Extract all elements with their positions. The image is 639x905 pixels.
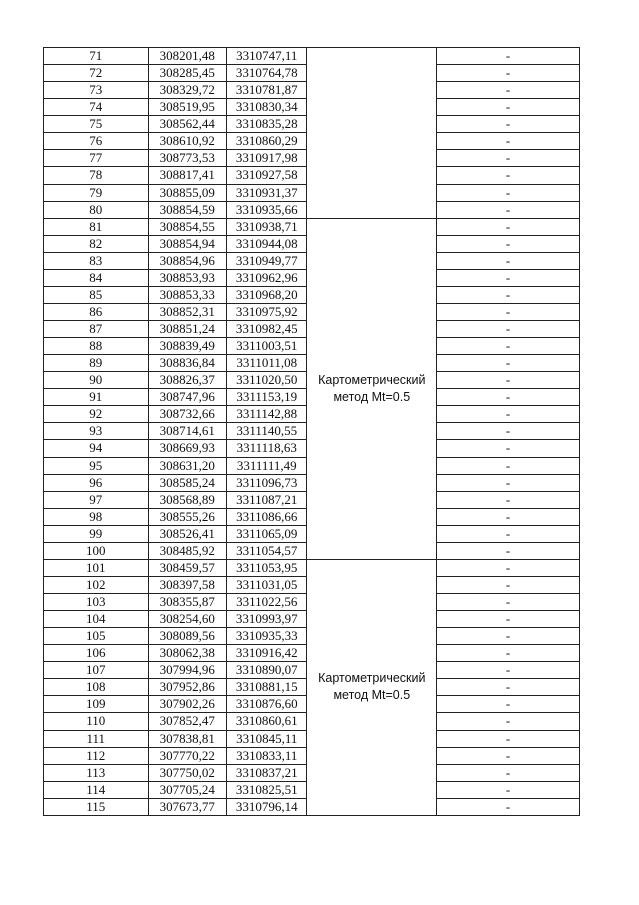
y-coordinate-cell: 3310938,71 bbox=[227, 218, 307, 235]
point-number-cell: 103 bbox=[44, 594, 149, 611]
accuracy-value-cell: - bbox=[437, 645, 580, 662]
accuracy-value-cell: - bbox=[437, 781, 580, 798]
point-number-cell: 74 bbox=[44, 99, 149, 116]
x-coordinate-cell: 308826,37 bbox=[148, 372, 226, 389]
y-coordinate-cell: 3310935,66 bbox=[227, 201, 307, 218]
point-number-cell: 112 bbox=[44, 747, 149, 764]
accuracy-value-cell: - bbox=[437, 611, 580, 628]
point-number-cell: 98 bbox=[44, 508, 149, 525]
y-coordinate-cell: 3311087,21 bbox=[227, 491, 307, 508]
x-coordinate-cell: 308485,92 bbox=[148, 542, 226, 559]
x-coordinate-cell: 308585,24 bbox=[148, 474, 226, 491]
y-coordinate-cell: 3311086,66 bbox=[227, 508, 307, 525]
y-coordinate-cell: 3310781,87 bbox=[227, 82, 307, 99]
y-coordinate-cell: 3310833,11 bbox=[227, 747, 307, 764]
accuracy-value-cell: - bbox=[437, 355, 580, 372]
table-row bbox=[44, 218, 580, 235]
method-cell bbox=[307, 48, 437, 219]
accuracy-value-cell: - bbox=[437, 389, 580, 406]
y-coordinate-cell: 3310935,33 bbox=[227, 628, 307, 645]
point-number-cell: 97 bbox=[44, 491, 149, 508]
y-coordinate-cell: 3310962,96 bbox=[227, 269, 307, 286]
x-coordinate-cell: 308062,38 bbox=[148, 645, 226, 662]
point-number-cell: 83 bbox=[44, 252, 149, 269]
accuracy-value-cell: - bbox=[437, 235, 580, 252]
x-coordinate-cell: 308285,45 bbox=[148, 65, 226, 82]
accuracy-value-cell: - bbox=[437, 286, 580, 303]
x-coordinate-cell: 307770,22 bbox=[148, 747, 226, 764]
accuracy-value-cell: - bbox=[437, 184, 580, 201]
accuracy-value-cell: - bbox=[437, 730, 580, 747]
coordinates-table-body bbox=[44, 48, 580, 816]
accuracy-value-cell: - bbox=[437, 423, 580, 440]
point-number-cell: 104 bbox=[44, 611, 149, 628]
accuracy-value-cell: - bbox=[437, 474, 580, 491]
y-coordinate-cell: 3310747,11 bbox=[227, 48, 307, 65]
x-coordinate-cell: 308839,49 bbox=[148, 338, 226, 355]
point-number-cell: 77 bbox=[44, 150, 149, 167]
y-coordinate-cell: 3310982,45 bbox=[227, 321, 307, 338]
table-row bbox=[44, 559, 580, 576]
x-coordinate-cell: 308089,56 bbox=[148, 628, 226, 645]
accuracy-value-cell: - bbox=[437, 457, 580, 474]
point-number-cell: 76 bbox=[44, 133, 149, 150]
x-coordinate-cell: 308631,20 bbox=[148, 457, 226, 474]
accuracy-value-cell: - bbox=[437, 116, 580, 133]
y-coordinate-cell: 3310968,20 bbox=[227, 286, 307, 303]
y-coordinate-cell: 3310796,14 bbox=[227, 798, 307, 815]
accuracy-value-cell: - bbox=[437, 252, 580, 269]
point-number-cell: 109 bbox=[44, 696, 149, 713]
y-coordinate-cell: 3310916,42 bbox=[227, 645, 307, 662]
point-number-cell: 73 bbox=[44, 82, 149, 99]
y-coordinate-cell: 3311022,56 bbox=[227, 594, 307, 611]
y-coordinate-cell: 3311065,09 bbox=[227, 525, 307, 542]
x-coordinate-cell: 308836,84 bbox=[148, 355, 226, 372]
x-coordinate-cell: 308854,96 bbox=[148, 252, 226, 269]
y-coordinate-cell: 3311118,63 bbox=[227, 440, 307, 457]
y-coordinate-cell: 3311031,05 bbox=[227, 576, 307, 593]
accuracy-value-cell: - bbox=[437, 406, 580, 423]
y-coordinate-cell: 3311011,08 bbox=[227, 355, 307, 372]
x-coordinate-cell: 308459,57 bbox=[148, 559, 226, 576]
y-coordinate-cell: 3311053,95 bbox=[227, 559, 307, 576]
point-number-cell: 101 bbox=[44, 559, 149, 576]
y-coordinate-cell: 3310876,60 bbox=[227, 696, 307, 713]
accuracy-value-cell: - bbox=[437, 338, 580, 355]
accuracy-value-cell: - bbox=[437, 679, 580, 696]
accuracy-value-cell: - bbox=[437, 82, 580, 99]
method-cell: Картометрический метод Mt=0.5 bbox=[307, 559, 437, 815]
point-number-cell: 102 bbox=[44, 576, 149, 593]
accuracy-value-cell: - bbox=[437, 269, 580, 286]
y-coordinate-cell: 3311140,55 bbox=[227, 423, 307, 440]
point-number-cell: 85 bbox=[44, 286, 149, 303]
y-coordinate-cell: 3310845,11 bbox=[227, 730, 307, 747]
y-coordinate-cell: 3311054,57 bbox=[227, 542, 307, 559]
point-number-cell: 89 bbox=[44, 355, 149, 372]
point-number-cell: 87 bbox=[44, 321, 149, 338]
y-coordinate-cell: 3310837,21 bbox=[227, 764, 307, 781]
point-number-cell: 95 bbox=[44, 457, 149, 474]
y-coordinate-cell: 3311096,73 bbox=[227, 474, 307, 491]
accuracy-value-cell: - bbox=[437, 321, 580, 338]
accuracy-value-cell: - bbox=[437, 764, 580, 781]
x-coordinate-cell: 307750,02 bbox=[148, 764, 226, 781]
x-coordinate-cell: 308562,44 bbox=[148, 116, 226, 133]
accuracy-value-cell: - bbox=[437, 167, 580, 184]
x-coordinate-cell: 307705,24 bbox=[148, 781, 226, 798]
y-coordinate-cell: 3311153,19 bbox=[227, 389, 307, 406]
x-coordinate-cell: 308851,24 bbox=[148, 321, 226, 338]
y-coordinate-cell: 3311003,51 bbox=[227, 338, 307, 355]
x-coordinate-cell: 308201,48 bbox=[148, 48, 226, 65]
accuracy-value-cell: - bbox=[437, 48, 580, 65]
x-coordinate-cell: 308555,26 bbox=[148, 508, 226, 525]
x-coordinate-cell: 307852,47 bbox=[148, 713, 226, 730]
y-coordinate-cell: 3310949,77 bbox=[227, 252, 307, 269]
y-coordinate-cell: 3311111,49 bbox=[227, 457, 307, 474]
point-number-cell: 113 bbox=[44, 764, 149, 781]
point-number-cell: 79 bbox=[44, 184, 149, 201]
accuracy-value-cell: - bbox=[437, 628, 580, 645]
x-coordinate-cell: 308526,41 bbox=[148, 525, 226, 542]
accuracy-value-cell: - bbox=[437, 65, 580, 82]
x-coordinate-cell: 308669,93 bbox=[148, 440, 226, 457]
y-coordinate-cell: 3310835,28 bbox=[227, 116, 307, 133]
accuracy-value-cell: - bbox=[437, 525, 580, 542]
point-number-cell: 81 bbox=[44, 218, 149, 235]
x-coordinate-cell: 308854,59 bbox=[148, 201, 226, 218]
point-number-cell: 114 bbox=[44, 781, 149, 798]
accuracy-value-cell: - bbox=[437, 559, 580, 576]
accuracy-value-cell: - bbox=[437, 133, 580, 150]
x-coordinate-cell: 308610,92 bbox=[148, 133, 226, 150]
point-number-cell: 110 bbox=[44, 713, 149, 730]
point-number-cell: 108 bbox=[44, 679, 149, 696]
x-coordinate-cell: 308747,96 bbox=[148, 389, 226, 406]
point-number-cell: 99 bbox=[44, 525, 149, 542]
x-coordinate-cell: 307673,77 bbox=[148, 798, 226, 815]
point-number-cell: 84 bbox=[44, 269, 149, 286]
accuracy-value-cell: - bbox=[437, 696, 580, 713]
accuracy-value-cell: - bbox=[437, 542, 580, 559]
accuracy-value-cell: - bbox=[437, 201, 580, 218]
accuracy-value-cell: - bbox=[437, 576, 580, 593]
y-coordinate-cell: 3310931,37 bbox=[227, 184, 307, 201]
y-coordinate-cell: 3310881,15 bbox=[227, 679, 307, 696]
x-coordinate-cell: 308714,61 bbox=[148, 423, 226, 440]
x-coordinate-cell: 308732,66 bbox=[148, 406, 226, 423]
point-number-cell: 78 bbox=[44, 167, 149, 184]
accuracy-value-cell: - bbox=[437, 798, 580, 815]
point-number-cell: 115 bbox=[44, 798, 149, 815]
x-coordinate-cell: 307952,86 bbox=[148, 679, 226, 696]
coordinates-table bbox=[43, 47, 580, 816]
point-number-cell: 75 bbox=[44, 116, 149, 133]
point-number-cell: 93 bbox=[44, 423, 149, 440]
y-coordinate-cell: 3310764,78 bbox=[227, 65, 307, 82]
point-number-cell: 72 bbox=[44, 65, 149, 82]
accuracy-value-cell: - bbox=[437, 440, 580, 457]
x-coordinate-cell: 308519,95 bbox=[148, 99, 226, 116]
y-coordinate-cell: 3310993,97 bbox=[227, 611, 307, 628]
accuracy-value-cell: - bbox=[437, 747, 580, 764]
accuracy-value-cell: - bbox=[437, 662, 580, 679]
x-coordinate-cell: 308852,31 bbox=[148, 303, 226, 320]
y-coordinate-cell: 3310860,29 bbox=[227, 133, 307, 150]
accuracy-value-cell: - bbox=[437, 491, 580, 508]
y-coordinate-cell: 3310830,34 bbox=[227, 99, 307, 116]
y-coordinate-cell: 3310917,98 bbox=[227, 150, 307, 167]
accuracy-value-cell: - bbox=[437, 150, 580, 167]
accuracy-value-cell: - bbox=[437, 218, 580, 235]
x-coordinate-cell: 308568,89 bbox=[148, 491, 226, 508]
y-coordinate-cell: 3310975,92 bbox=[227, 303, 307, 320]
table-row bbox=[44, 48, 580, 65]
x-coordinate-cell: 307994,96 bbox=[148, 662, 226, 679]
x-coordinate-cell: 308854,94 bbox=[148, 235, 226, 252]
accuracy-value-cell: - bbox=[437, 594, 580, 611]
point-number-cell: 82 bbox=[44, 235, 149, 252]
accuracy-value-cell: - bbox=[437, 713, 580, 730]
point-number-cell: 92 bbox=[44, 406, 149, 423]
y-coordinate-cell: 3311142,88 bbox=[227, 406, 307, 423]
accuracy-value-cell: - bbox=[437, 508, 580, 525]
y-coordinate-cell: 3310890,07 bbox=[227, 662, 307, 679]
point-number-cell: 80 bbox=[44, 201, 149, 218]
point-number-cell: 106 bbox=[44, 645, 149, 662]
point-number-cell: 100 bbox=[44, 542, 149, 559]
x-coordinate-cell: 308855,09 bbox=[148, 184, 226, 201]
x-coordinate-cell: 308355,87 bbox=[148, 594, 226, 611]
point-number-cell: 94 bbox=[44, 440, 149, 457]
x-coordinate-cell: 308853,33 bbox=[148, 286, 226, 303]
method-cell: Картометрический метод Mt=0.5 bbox=[307, 218, 437, 559]
y-coordinate-cell: 3310927,58 bbox=[227, 167, 307, 184]
x-coordinate-cell: 308397,58 bbox=[148, 576, 226, 593]
accuracy-value-cell: - bbox=[437, 99, 580, 116]
y-coordinate-cell: 3311020,50 bbox=[227, 372, 307, 389]
accuracy-value-cell: - bbox=[437, 372, 580, 389]
x-coordinate-cell: 308773,53 bbox=[148, 150, 226, 167]
point-number-cell: 105 bbox=[44, 628, 149, 645]
x-coordinate-cell: 308817,41 bbox=[148, 167, 226, 184]
point-number-cell: 90 bbox=[44, 372, 149, 389]
point-number-cell: 88 bbox=[44, 338, 149, 355]
x-coordinate-cell: 308254,60 bbox=[148, 611, 226, 628]
accuracy-value-cell: - bbox=[437, 303, 580, 320]
x-coordinate-cell: 308329,72 bbox=[148, 82, 226, 99]
point-number-cell: 96 bbox=[44, 474, 149, 491]
point-number-cell: 107 bbox=[44, 662, 149, 679]
point-number-cell: 111 bbox=[44, 730, 149, 747]
x-coordinate-cell: 307902,26 bbox=[148, 696, 226, 713]
point-number-cell: 71 bbox=[44, 48, 149, 65]
x-coordinate-cell: 308853,93 bbox=[148, 269, 226, 286]
point-number-cell: 91 bbox=[44, 389, 149, 406]
y-coordinate-cell: 3310860,61 bbox=[227, 713, 307, 730]
y-coordinate-cell: 3310825,51 bbox=[227, 781, 307, 798]
x-coordinate-cell: 308854,55 bbox=[148, 218, 226, 235]
y-coordinate-cell: 3310944,08 bbox=[227, 235, 307, 252]
point-number-cell: 86 bbox=[44, 303, 149, 320]
x-coordinate-cell: 307838,81 bbox=[148, 730, 226, 747]
